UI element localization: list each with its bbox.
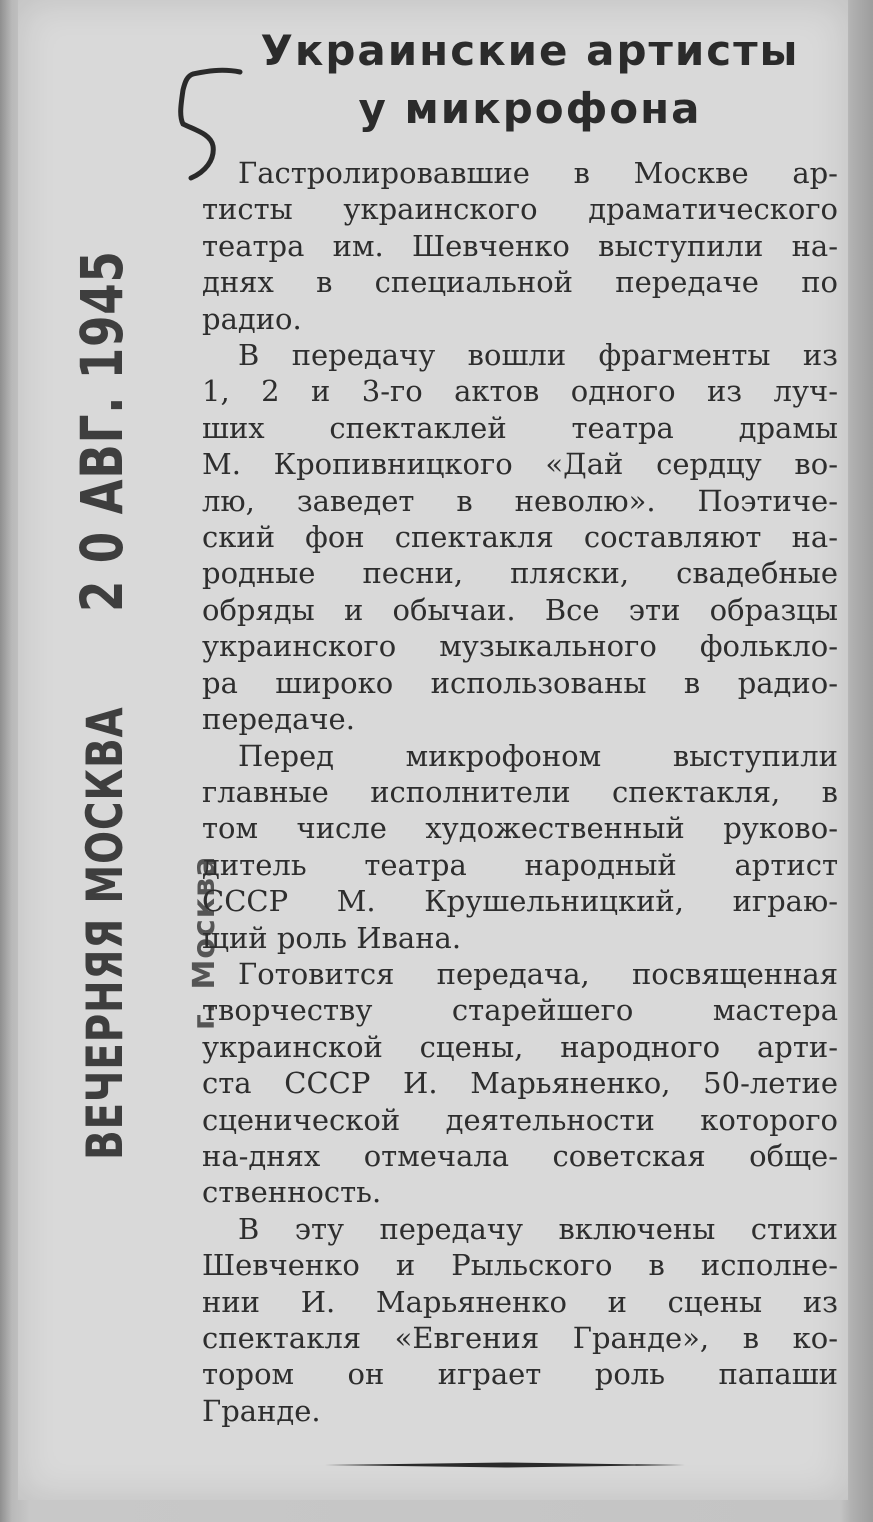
article-headline: [230, 22, 830, 138]
article-line: обряды и обычаи. Все эти образцы: [202, 592, 838, 627]
article-line: Готовится передача, посвященная: [238, 956, 838, 991]
article-line: В эту передачу включены стихи: [238, 1211, 838, 1246]
article-line: ственность.: [202, 1175, 382, 1210]
article-line: СССР М. Крушельницкий, играю-: [202, 884, 838, 919]
article-line: дитель театра народный артист: [202, 847, 838, 882]
article-line: театра им. Шевченко выступили на-: [202, 228, 838, 263]
article-line: украинского музыкального фолькло-: [202, 629, 838, 664]
article-line: украинской сцены, народного арти-: [202, 1029, 838, 1064]
article-line: тисты украинского драматического: [202, 192, 838, 227]
article-line: творчеству старейшего мастера: [202, 993, 838, 1028]
article-line: лю, заведет в неволю». Поэтиче-: [202, 483, 838, 518]
article-line: сценической деятельности которого: [202, 1102, 838, 1137]
article-line: ра широко использованы в радио-: [202, 665, 838, 700]
article-line: нии И. Марьяненко и сцены из: [202, 1284, 838, 1319]
article-line: 1, 2 и 3-го актов одного из луч-: [202, 374, 838, 409]
article-line: на-днях отмечала советская обще-: [202, 1138, 838, 1173]
stamp-date: 2 0 АВГ. 1945: [68, 250, 136, 613]
article-line: щий роль Ивана.: [202, 920, 462, 955]
article-line: ский фон спектакля составляют на-: [202, 520, 838, 555]
newspaper-stamp: [68, 148, 136, 1160]
article-line: Гранде.: [202, 1393, 321, 1428]
headline-line-2: у микрофона: [358, 84, 702, 133]
article-line: ших спектаклей театра драмы: [202, 410, 838, 445]
article-line: Гастролировавшие в Москве ар-: [238, 156, 838, 190]
article-line: М. Кропивницкого «Дай сердцу во-: [202, 447, 838, 482]
stamp-city: г. Москва: [187, 855, 222, 1030]
headline-line-1: Украинские артисты: [260, 26, 800, 75]
article-line: Перед микрофоном выступили: [238, 738, 838, 773]
article-line: передаче.: [202, 702, 355, 737]
article-line: Шевченко и Рыльского в исполне-: [202, 1248, 838, 1283]
stamp-newspaper-name: ВЕЧЕРНЯЯ МОСКВА: [76, 706, 134, 1160]
article-line: главные исполнители спектакля, в: [202, 774, 838, 809]
article-line: родные песни, пляски, свадебные: [202, 556, 838, 591]
article-line: тором он играет роль папаши: [202, 1357, 838, 1392]
article-line: спектакля «Евгения Гранде», в ко-: [202, 1321, 838, 1355]
article-line: ста СССР И. Марьяненко, 50-летие: [202, 1066, 838, 1101]
article-body: [202, 155, 838, 1429]
article-end-divider: [325, 1462, 685, 1468]
article-line: радио.: [202, 301, 302, 336]
article-line: том числе художественный руково-: [202, 811, 838, 846]
article-line: днях в специальной передаче по: [202, 265, 838, 300]
article-line: В передачу вошли фрагменты из: [238, 338, 838, 373]
